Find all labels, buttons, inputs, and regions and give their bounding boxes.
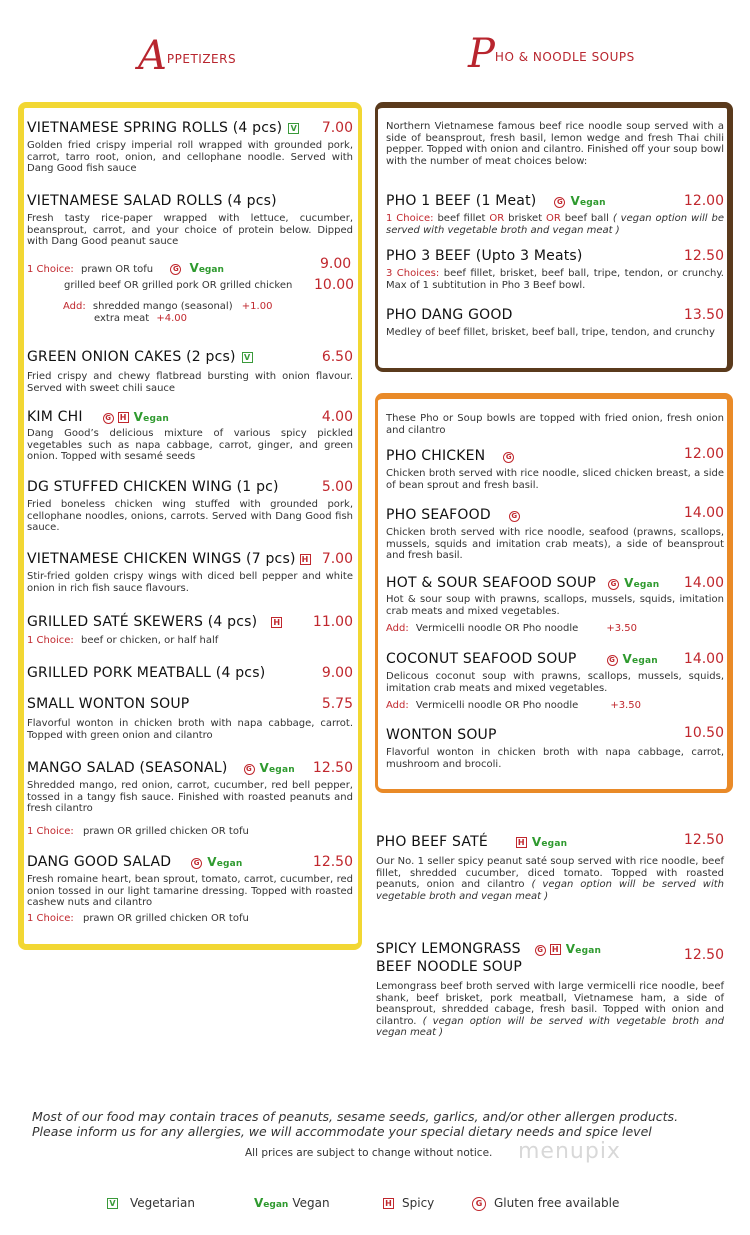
item-name: KIM CHI <box>27 409 83 425</box>
item-price: 14.00 <box>683 651 724 667</box>
vegan-icon-rest: egan <box>575 946 602 956</box>
menu-item-wonton-soup <box>386 727 724 770</box>
item-description: Our No. 1 seller spicy peanut saté soup served with rice noodle, beef fillet, shredded cucumber, diced tomato. Topped with roasted peanuts, onion and cilantro <box>376 856 724 891</box>
legend-label: Vegan <box>292 1196 330 1210</box>
menu-item-pho-seafood <box>386 507 724 562</box>
allergy-notice: Most of our food may contain traces of peanuts, sesame seeds, garlics, and/or other allergen products. Please inform us for any allergies, we will accommodate your special dietary needs and spice level <box>32 1109 679 1139</box>
vegan-icon-rest: egan <box>198 265 224 275</box>
menu-item-pork-meatball <box>27 665 353 681</box>
menu-item-pho-beef-sate <box>376 834 724 902</box>
gluten-free-icon: G <box>244 764 255 775</box>
vegetarian-icon: V <box>242 352 253 363</box>
vegan-icon <box>623 652 658 666</box>
item-description: Flavorful wonton in chicken broth with napa cabbage, carrot, mushroom and brocoli. <box>386 747 724 770</box>
gluten-free-icon: G <box>608 579 619 590</box>
gluten-free-icon: G <box>607 655 618 666</box>
vegan-icon-rest: egan <box>143 414 169 424</box>
item-name: VIETNAMESE SALAD ROLLS (4 pcs) <box>27 193 277 209</box>
spicy-icon: H <box>383 1198 394 1209</box>
vegan-icon-rest: egan <box>633 580 660 590</box>
item-price: 4.00 <box>321 409 353 425</box>
vegan-note: ( vegan option will be served with vegetable broth and vegan meat ) <box>376 879 725 902</box>
legend-gluten-free <box>472 1196 619 1211</box>
menu-item-dg-stuffed-wing <box>27 479 353 534</box>
choice-label: 1 Choice: <box>27 912 74 924</box>
vegan-icon <box>570 194 605 208</box>
vegan-icon-cap: V <box>189 261 199 275</box>
vegan-icon-rest: egan <box>269 765 295 775</box>
menu-item-coconut-soup <box>386 651 724 711</box>
item-price: 14.00 <box>683 505 724 521</box>
item-price: 12.50 <box>683 947 724 963</box>
vegetarian-icon: V <box>107 1198 118 1209</box>
item-name: PHO DANG GOOD <box>386 307 513 323</box>
vegan-icon <box>207 855 242 869</box>
gluten-free-icon: G <box>503 452 514 463</box>
item-description: Medley of beef fillet, brisket, beef ball, tripe, tendon, and crunchy <box>386 327 715 338</box>
salad-rolls-price-2: 10.00 <box>314 277 355 293</box>
item-price: 14.00 <box>683 575 724 591</box>
item-name: SMALL WONTON SOUP <box>27 696 190 712</box>
item-price: 13.50 <box>683 307 724 323</box>
vegan-icon <box>566 941 601 959</box>
choice-or: OR <box>546 213 561 224</box>
choice-option: beef ball <box>564 213 609 224</box>
menu-item-spring-rolls <box>27 120 353 175</box>
menu-item-pho-1-beef <box>386 193 724 236</box>
choice-option: beef fillet <box>437 213 486 224</box>
gluten-free-icon: G <box>535 945 546 956</box>
add-price: +1.00 <box>241 301 273 312</box>
salad-rolls-price-1: 9.00 <box>320 256 352 272</box>
item-name: COCONUT SEAFOOD SOUP <box>386 651 577 667</box>
vegan-icon-cap: V <box>254 1196 264 1210</box>
menu-item-pho-chicken <box>386 448 724 491</box>
legend-vegetarian <box>107 1196 195 1210</box>
choice-or: OR <box>489 213 505 224</box>
item-name: PHO SEAFOOD <box>386 507 491 523</box>
item-description: Chicken broth served with rice noodle, sliced chicken breast, a side of bean sprout and fresh basil. <box>386 468 724 491</box>
item-name: GREEN ONION CAKES (2 pcs) <box>27 349 236 365</box>
menu-item-pho-3-beef <box>386 248 724 291</box>
vegan-icon-cap: V <box>531 835 542 849</box>
legend-spicy <box>383 1196 434 1210</box>
pho-title-initial: P <box>468 31 495 77</box>
item-price: 12.50 <box>683 832 724 848</box>
item-name: HOT & SOUR SEAFOOD SOUP <box>386 575 597 591</box>
price-notice: All prices are subject to change without notice. <box>245 1147 493 1159</box>
add-text: shredded mango (seasonal) <box>92 301 233 312</box>
gluten-free-icon: G <box>509 511 520 522</box>
vegan-icon-cap: V <box>622 652 633 666</box>
watermark: menupix <box>518 1139 621 1164</box>
spicy-icon: H <box>300 554 311 565</box>
item-price: 12.50 <box>683 248 724 264</box>
item-name: PHO 1 BEEF (1 Meat) <box>386 193 537 209</box>
item-price: 12.00 <box>683 446 724 462</box>
menu-item-small-wonton <box>27 696 353 741</box>
legend-label: Vegetarian <box>130 1196 195 1210</box>
appetizers-title-rest: PPETIZERS <box>166 52 237 66</box>
vegan-icon-rest: egan <box>216 859 243 869</box>
salad-rolls-choice-1 <box>27 261 224 275</box>
add-label: Add: <box>386 700 409 712</box>
gluten-free-icon: G <box>191 858 202 869</box>
menu-item-lemongrass-soup <box>376 941 724 1039</box>
item-description: Fried boneless chicken wing stuffed with grounded pork, cellophane noodles, onions, carrots. Served with Dang Good fish sauce. <box>27 499 353 534</box>
vegan-icon <box>254 1196 288 1210</box>
choice-label: 1 Choice: <box>386 213 434 224</box>
add-price: +3.50 <box>606 623 637 635</box>
salad-rolls-choice-2: grilled beef OR grilled pork OR grilled chicken <box>64 280 293 291</box>
item-price: 11.00 <box>312 614 353 630</box>
vegan-icon <box>260 761 295 775</box>
item-price: 7.00 <box>321 551 353 567</box>
item-description: Stir-fried golden crispy wings with diced bell pepper and white onion in rich fish sauce flavours. <box>27 571 353 594</box>
legend-label: Spicy <box>402 1196 435 1210</box>
item-description: Fried crispy and chewy flatbread bursting with onion flavour. Served with sweet chili sauce <box>27 371 353 394</box>
item-description: Shredded mango, red onion, carrot, cucumber, red bell pepper, tossed in a tangy fish sauce. Finished with roasted peanuts and fresh cilantro <box>27 780 353 815</box>
pho-box-intro: Northern Vietnamese famous beef rice noodle soup served with a side of beansprout, fresh basil, lemon wedge and fresh Thai chili pepper. Topped with onion and cilantro. Finished off your soup bowl with the number of meat choices below: <box>386 121 724 167</box>
item-price: 6.50 <box>321 349 353 365</box>
item-description: Fresh tasty rice-paper wrapped with lettuce, cucumber, beansprout, carrot, and your choice of protein below. Dipped with Dang Good peanut sauce <box>27 213 353 248</box>
choice-label: 1 Choice: <box>27 264 74 275</box>
add-text: Vermicelli noodle OR Pho noodle <box>415 623 579 635</box>
item-name: VIETNAMESE SPRING ROLLS (4 pcs) <box>27 120 283 136</box>
item-price: 10.50 <box>683 725 724 741</box>
vegetarian-icon: V <box>288 123 299 134</box>
vegan-icon-rest: egan <box>632 656 658 666</box>
menu-item-pho-dang-good <box>386 307 724 339</box>
vegan-icon-cap: V <box>133 410 144 424</box>
item-name: WONTON SOUP <box>386 727 497 743</box>
salad-rolls-add-1 <box>63 301 272 312</box>
menu-item-hot-sour-soup <box>386 575 724 634</box>
pho-title-rest: HO & NOODLE SOUPS <box>494 50 635 64</box>
vegan-icon-cap: V <box>624 576 634 590</box>
item-description: beef fillet, brisket, beef ball, tripe, tendon, or crunchy. Max of 1 subtitution in Pho 3 Beef bowl. <box>386 268 724 291</box>
choice-label: 3 Choices: <box>386 268 440 279</box>
vegan-icon-rest: egan <box>541 839 568 849</box>
item-description: Flavorful wonton in chicken broth with napa cabbage, carrot. Topped with green onion and cilantro <box>27 718 353 741</box>
item-description: Delicous coconut soup with prawns, scallops, mussels, squids, imitation crab meats and mixed vegetables. <box>386 671 724 694</box>
add-text: extra meat <box>94 313 150 324</box>
legend-vegan <box>254 1196 330 1210</box>
vegan-icon <box>190 261 224 275</box>
salad-rolls-add-2 <box>94 313 187 324</box>
menu-item-dang-good-salad <box>27 854 353 924</box>
item-name: VIETNAMESE CHICKEN WINGS (7 pcs) <box>27 551 296 567</box>
choice-text: prawn OR tofu <box>80 264 154 275</box>
add-label: Add: <box>386 623 409 635</box>
item-name: DG STUFFED CHICKEN WING (1 pc) <box>27 479 279 495</box>
vegan-icon <box>532 835 567 849</box>
item-name: GRILLED PORK MEATBALL (4 pcs) <box>27 665 266 681</box>
gluten-free-icon: G <box>103 413 114 424</box>
menu-item-mango-salad <box>27 760 353 837</box>
item-price: 5.75 <box>321 696 353 712</box>
choice-text: prawn OR grilled chicken OR tofu <box>82 825 249 837</box>
item-description: Lemongrass beef broth served with large vermicelli rice noodle, beef shank, beef brisket, pork meatball, Vietnamese ham, a side of beansprout, shredded cabage, fresh basil. Topped with onion and cilantro. <box>376 981 724 1027</box>
menu-item-sate-skewers <box>27 614 353 646</box>
gluten-free-icon: G <box>554 197 565 208</box>
vegan-icon <box>624 576 659 590</box>
soup-box-intro: These Pho or Soup bowls are topped with fried onion, fresh onion and cilantro <box>386 413 724 436</box>
item-name: GRILLED SATÉ SKEWERS (4 pcs) <box>27 614 258 630</box>
item-price: 7.00 <box>321 120 353 136</box>
choice-text: beef or chicken, or half half <box>80 635 219 646</box>
item-description: Hot & sour soup with prawns, scallops, mussels, squids, imitation crab meats and mixed vegetables. <box>386 594 724 617</box>
item-name-line-2: BEEF NOODLE SOUP <box>376 959 522 975</box>
item-name: PHO 3 BEEF (Upto 3 Meats) <box>386 248 583 264</box>
vegan-icon-cap: V <box>207 855 217 869</box>
vegan-icon-cap: V <box>259 761 269 775</box>
spicy-icon: H <box>118 412 129 423</box>
vegan-icon-cap: V <box>565 942 576 956</box>
item-description: Dang Good’s delicious mixture of various spicy pickled vegetables such as napa cabbage, carrot, ginger, and green onion. Topped with sesamé seeds <box>27 428 353 463</box>
legend-label: Gluten free available <box>494 1196 620 1210</box>
item-name: PHO CHICKEN <box>386 448 486 464</box>
item-price: 12.50 <box>312 760 353 776</box>
choice-label: 1 Choice: <box>27 635 74 646</box>
pho-title <box>468 31 635 77</box>
vegan-note: ( vegan option will be served with vegetable broth and vegan meat ) <box>386 213 724 236</box>
item-name-line-1: SPICY LEMONGRASS <box>376 941 521 957</box>
vegan-icon-cap: V <box>570 194 580 208</box>
choice-option: brisket <box>508 213 543 224</box>
menu-item-salad-rolls <box>27 193 353 248</box>
choice-text: prawn OR grilled chicken OR tofu <box>82 912 249 924</box>
appetizers-title-initial: A <box>138 33 167 79</box>
add-price: +4.00 <box>156 313 188 324</box>
appetizers-title <box>138 33 237 79</box>
add-label: Add: <box>63 301 86 312</box>
vegan-note: ( vegan option will be served with vegetable broth and vegan meat ) <box>376 1015 724 1039</box>
item-price: 12.00 <box>683 193 724 209</box>
item-name: PHO BEEF SATÉ <box>376 834 488 850</box>
spicy-icon: H <box>550 944 561 955</box>
item-name: DANG GOOD SALAD <box>27 854 172 870</box>
menu-item-chicken-wings <box>27 551 353 594</box>
item-price: 9.00 <box>321 665 353 681</box>
vegan-icon-rest: egan <box>579 198 606 208</box>
item-price: 12.50 <box>312 854 353 870</box>
add-text: Vermicelli noodle OR Pho noodle <box>415 700 579 712</box>
item-description: Chicken broth served with rice noodle, seafood (prawns, scallops, mussels, squids and imitation crab meats), a side of beansprout and fresh basil. <box>386 527 724 562</box>
item-description: Golden fried crispy imperial roll wrapped with grounded pork, carrot, tarro root, onion, and cellophane noodle. Served with Dang Good fish sauce <box>27 140 353 175</box>
menu-item-kim-chi <box>27 409 353 463</box>
item-price: 5.00 <box>321 479 353 495</box>
gluten-free-icon: G <box>170 264 181 275</box>
item-description: Fresh romaine heart, bean sprout, tomato, carrot, cucumber, red onion tossed in our light tamarine dressing. Topped with roasted cashew nuts and cilantro <box>27 874 353 909</box>
item-name: MANGO SALAD (SEASONAL) <box>27 760 228 776</box>
spicy-icon: H <box>271 617 282 628</box>
gluten-free-icon: G <box>472 1197 486 1211</box>
vegan-icon-rest: egan <box>263 1200 289 1210</box>
add-price: +3.50 <box>610 700 641 712</box>
vegan-icon <box>134 410 169 424</box>
spicy-icon: H <box>516 837 527 848</box>
choice-label: 1 Choice: <box>27 825 74 837</box>
menu-item-green-onion-cakes <box>27 349 353 394</box>
